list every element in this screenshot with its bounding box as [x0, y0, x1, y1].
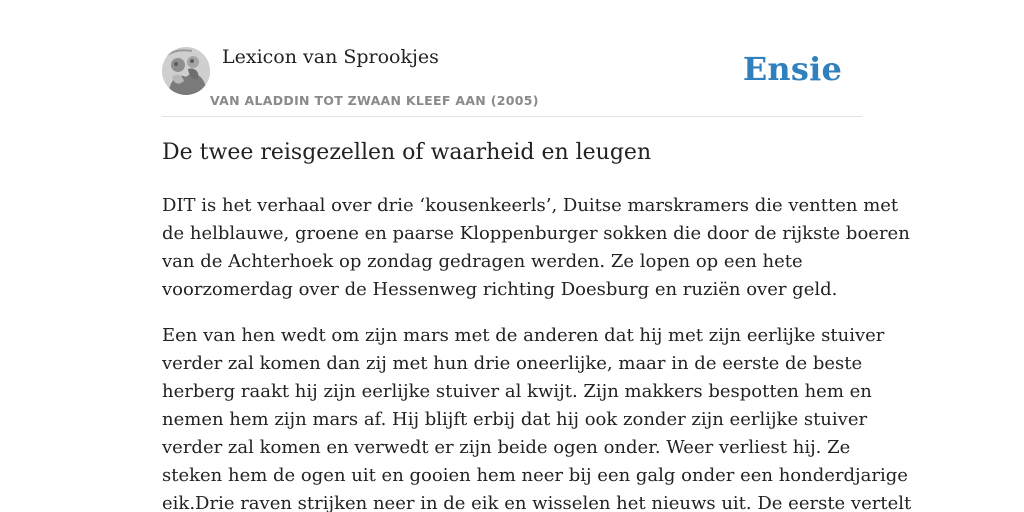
book-cover-avatar[interactable] — [162, 47, 210, 95]
text-line: van de Achterhoek op zondag gedragen werden. Ze lopen op een hete — [162, 251, 803, 272]
text-line: eik.Drie raven strijken neer in de eik en wisselen het nieuws uit. De eerste vertelt — [162, 493, 912, 512]
ensie-logo[interactable]: Ensie — [742, 50, 842, 88]
book-subtitle: VAN ALADDIN TOT ZWAAN KLEEF AAN (2005) — [210, 93, 539, 108]
text-line: verder zal komen en verwedt er zijn beide ogen onder. Weer verliest hij. Ze — [162, 437, 851, 458]
article-body — [162, 192, 912, 512]
text-line: de helblauwe, groene en paarse Kloppenburger sokken die door de rijkste boeren — [162, 223, 910, 244]
text-line: DIT is het verhaal over drie ‘kousenkeerls’, Duitse marskramers die ventten met — [162, 195, 899, 216]
text-line: herberg raakt hij zijn eerlijke stuiver al kwijt. Zijn makkers bespotten hem en — [162, 381, 872, 402]
text-line: voorzomerdag over de Hessenweg richting Doesburg en ruziën over geld. — [162, 279, 838, 300]
text-line: nemen hem zijn mars af. Hij blijft erbij dat hij ook zonder zijn eerlijke stuiver — [162, 409, 868, 430]
text-line: verder zal komen dan zij met hun drie oneerlijke, maar in de eerste de beste — [162, 353, 863, 374]
paragraph-1 — [162, 192, 910, 304]
book-title-link[interactable]: Lexicon van Sprookjes — [222, 46, 439, 68]
header — [162, 40, 862, 117]
text-line: steken hem de ogen uit en gooien hem neer bij een galg onder een honderdjarige — [162, 465, 908, 486]
book-cover-engraving-icon — [162, 47, 210, 95]
text-line: Een van hen wedt om zijn mars met de anderen dat hij met zijn eerlijke stuiver — [162, 325, 885, 346]
paragraph-2 — [162, 322, 912, 512]
entry-title: De twee reisgezellen of waarheid en leugen — [162, 140, 652, 165]
